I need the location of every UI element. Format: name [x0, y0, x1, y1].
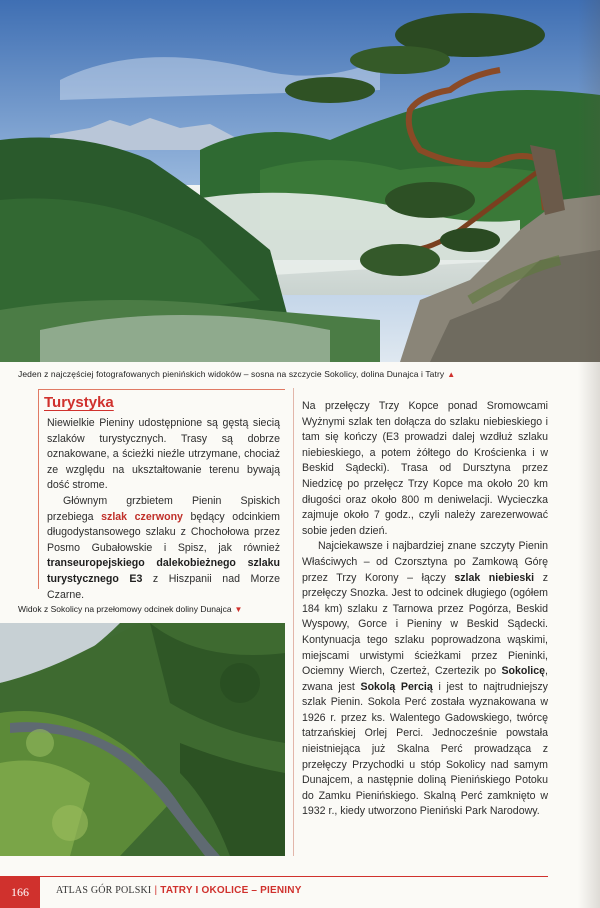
caption-text: Widok z Sokolicy na przełomowy odcinek doliny Dunajca: [18, 604, 232, 614]
footer-separator: |: [154, 885, 158, 896]
page-number: 166: [0, 877, 40, 908]
text-run: Głównym grzbietem Pienin Spiskich przebiega: [47, 494, 280, 523]
chapter-title: TATRY I OKOLICE – PIENINY: [160, 885, 302, 896]
running-footer: [56, 885, 302, 896]
text-run: z przełęczy Snozka. Jest to odcinek długiego (ogółem 184 km) szlaku z Tarnowa przez Pogórza, Beskid Wyspowy, Gorce i Pieniny w Beskid Sądecki. Kontynuacja tego szlaku poprowadzona wąskimi, miejscami urwistymi ścieżkami przez Pieninki, Ociemny Wierch, Czerteż, Czertezik po: [302, 571, 548, 678]
paragraph: [302, 539, 548, 820]
text-run: Najciekawsze i najbardziej znane szczyty Pienin Właściwych – od Czorsztyna po Zamkową Górę przez Trzy Korony – łączy: [302, 540, 548, 584]
section-heading: Turystyka: [44, 394, 114, 411]
left-column-text: [47, 416, 280, 603]
photo-dunajec-gorge: [0, 623, 285, 856]
triangle-up-icon: ▲: [447, 370, 456, 379]
trail-blue: szlak niebieski: [454, 571, 535, 584]
peak-sokolica: Sokolicę: [501, 665, 546, 678]
paragraph: Niewielkie Pieniny udostępnione są gęstą siecią szlaków turystycznych. Trasy są dobrze oznakowane, a ścieżki nieźle utrzymane, chociaż ze względu na ukształtowanie terenu bywają dość strome.: [47, 417, 280, 492]
paragraph: [47, 494, 280, 603]
book-title: ATLAS GÓR POLSKI: [56, 885, 152, 896]
trail-e3: transeuropejskiego dalekobieżnego szlaku turystycznego E3: [47, 557, 280, 585]
text-run: z Hiszpanii nad Morze Czarne.: [47, 572, 280, 601]
photo-pine-sokolica: [0, 0, 600, 362]
trail-red: szlak czerwony: [101, 510, 183, 523]
trail-sokola-perc: Sokolą Percią: [360, 680, 433, 693]
photo-caption-top: [18, 369, 455, 379]
text-run: , zwana jest: [302, 665, 548, 693]
paragraph: Na przełęczy Trzy Kopce ponad Sromowcami Wyżnymi szlak ten dołącza do szlaku niebieskiego i tam się kończy (E3 prowadzi dalej wzdłuż szlaku niebieskiego, a potem żółtego do Krościenka i w Beskid Sądecki). Trasa od Dursztyna przez Niedzicę po przełęcz Trzy Kopce ma około 20 km długości oraz około 800 m deniwelacji. Wycieczka zajmuje około 7 godz., czyli należy zarezerwować sobie jeden dzień.: [302, 400, 548, 537]
column-divider: [293, 388, 294, 856]
footer-rule: [0, 876, 548, 877]
right-column-text: [302, 399, 548, 820]
caption-text: Jeden z najczęściej fotografowanych pienińskich widoków – sosna na szczycie Sokolicy, dolina Dunajca i Tatry: [18, 369, 445, 379]
text-run: będący odcinkiem długodystansowego szlaku z Chochołowa przez Posmo Gubałowskie i Spisz, jak również: [47, 510, 280, 554]
text-run: i jest to najtrudniejszy szlak Pienin. Sokola Perć została wyznakowana w 1926 r. przez ks. Walentego Gadowskiego, twórcę tatrzańskiej Orlej Perci. Jednocześnie powstała nieistniejąca już Skalna Perć prowadząca z przełęczy Przychodki u stóp Sokolicy nad samym Dunajcem, a następnie doliną Pienińskiego Potoku do Zamku Pienińskiego. Skalną Perć zamknięto w 1932 r., kiedy utworzono Pieniński Park Narodowy.: [302, 680, 548, 818]
triangle-down-icon: ▼: [234, 605, 243, 614]
photo-caption-middle: [18, 604, 242, 614]
